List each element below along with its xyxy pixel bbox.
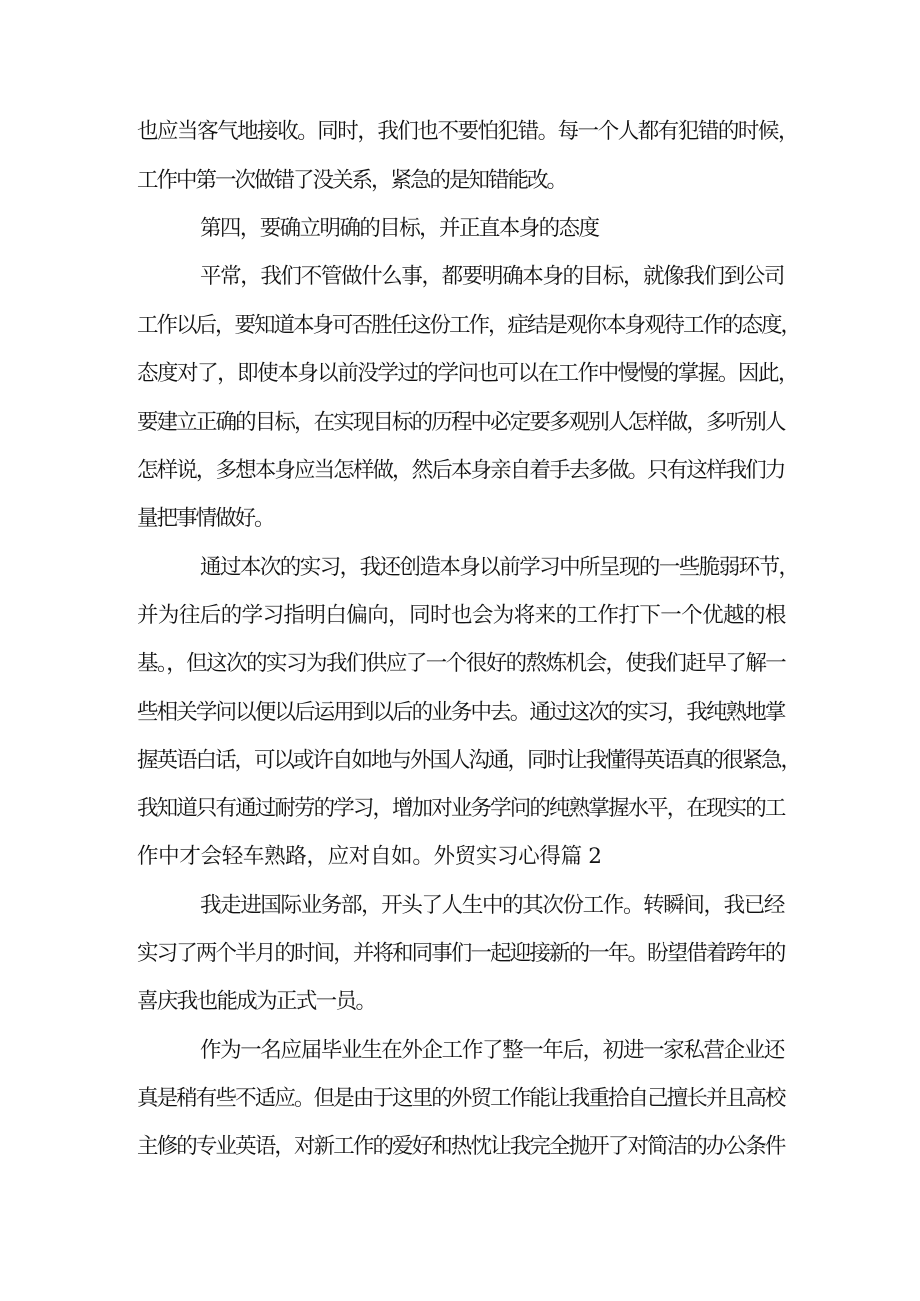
text-line: 要建立正确的目标，在实现目标的历程中必定要多观别人怎样做，多听别人 xyxy=(137,410,785,435)
text-line: 握英语白话，可以或许自如地与外国人沟通，同时让我懂得英语真的很紧急， xyxy=(137,748,801,773)
text-line: 通过本次的实习，我还创造本身以前学习中所呈现的一些脆弱环节， xyxy=(200,555,799,580)
text-line: 作为一名应届毕业生在外企工作了整一年后，初进一家私营企业还 xyxy=(200,1038,785,1063)
text-line: 量把事情做好。 xyxy=(137,506,274,531)
text-line: 我知道只有通过耐劳的学习，增加对业务学问的纯熟掌握水平，在现实的工 xyxy=(137,796,785,821)
text-line: 平常，我们不管做什么事，都要明确本身的目标，就像我们到公司 xyxy=(200,264,785,289)
text-line: 些相关学问以便以后运用到以后的业务中去。通过这次的实习，我纯熟地掌 xyxy=(137,700,785,725)
text-line: 真是稍有些不适应。但是由于这里的外贸工作能让我重拾自己擅长并且高校 xyxy=(137,1086,785,1111)
text-line: 实习了两个半月的时间，并将和同事们一起迎接新的一年。盼望借着跨年的 xyxy=(137,941,785,966)
text-line: 也应当客气地接收。同时，我们也不要怕犯错。每一个人都有犯错的时候， xyxy=(137,119,798,144)
text-line: 工作中第一次做错了没关系，紧急的是知错能改。 xyxy=(137,168,567,193)
text-line: 基。，但这次的实习为我们供应了一个很好的熬炼机会，使我们赶早了解一 xyxy=(137,651,786,676)
text-line: 我走进国际业务部，开头了人生中的其次份工作。转瞬间，我已经 xyxy=(200,893,785,918)
text-line: 态度对了，即使本身以前没学过的学问也可以在工作中慢慢的掌握。因此， xyxy=(137,361,798,386)
text-line: 并为往后的学习指明白偏向，同时也会为将来的工作打下一个优越的根 xyxy=(137,603,786,628)
text-line: 主修的专业英语，对新工作的爱好和热忱让我完全抛开了对简洁的办公条件 xyxy=(137,1134,785,1159)
text-line: 工作以后，要知道本身可否胜任这份工作，症结是观你本身观待工作的态度， xyxy=(137,313,801,338)
text-line: 喜庆我也能成为正式一员。 xyxy=(137,989,376,1014)
text-line: 怎样说，多想本身应当怎样做，然后本身亲自着手去多做。只有这样我们力 xyxy=(137,458,785,483)
text-line: 作中才会轻车熟路，应对自如。外贸实习心得篇 2 xyxy=(137,844,602,869)
section-heading: 第四，要确立明确的目标，并正直本身的态度 xyxy=(200,216,599,241)
